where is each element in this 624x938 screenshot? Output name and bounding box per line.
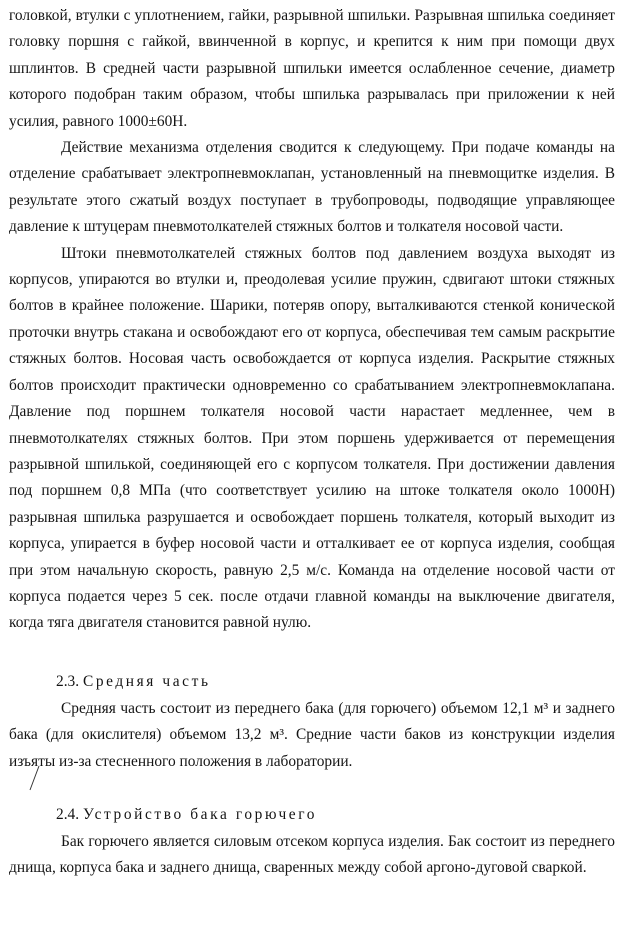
section-2-4-body [9,829,615,882]
pen-stroke-mark [27,764,41,792]
paragraph-fuel-tank: Бак горючего является силовым отсеком корпуса изделия. Бак состоит из переднего днища, корпуса бака и заднего днища, сваренных между собой аргоно-дуговой сваркой. [9,833,615,877]
section-number: 2.3. [56,673,80,690]
section-title: Средняя часть [82,673,211,690]
section-number: 2.4. [56,806,80,823]
section-heading-2-4 [56,802,317,828]
paragraph-separation-action: Действие механизма отделения сводится к следующему. При подаче команды на отделение срабатывает электропневмоклапан, установленный на пневмощитке изделия. В результате этого сжатый воздух поступает в трубопроводы, подводящие управляющее давление к штуцерам пневмотолкателей стяжных болтов и толкателя носовой части. [9,139,615,236]
paragraph-piston-description: головкой, втулки с уплотнением, гайки, разрывной шпильки. Разрывная шпилька соединяет головку поршня с гайкой, ввинченной в корпус, и крепится к ним при помощи двух шплинтов. В средней части разрывной шпильки имеется ослабленное сечение, диаметр которого подобран таким образом, чтобы шпилька разрывалась при приложении к ней усилия, равного 1000±60Н. [9,7,615,130]
paragraph-middle-part: Средняя часть состоит из переднего бака (для горючего) объемом 12,1 м³ и заднего бака (для окислителя) объемом 13,2 м³. Средние части баков из конструкции изделия изъяты из-за стесненного положения в лаборатории. [9,700,615,770]
section-heading-2-3 [56,669,211,695]
section-2-3-body [9,696,615,775]
paragraph-bolt-release: Штоки пневмотолкателей стяжных болтов под давлением воздуха выходят из корпусов, упираются во втулки и, преодолевая усилие пружин, сдвигают штоки стяжных болтов в крайнее положение. Шарики, потеряв опору, выталкиваются стенкой конической проточки внутрь стакана и освобождают его от корпуса, обеспечивая тем самым раскрытие стяжных болтов. Носовая часть освобождается от корпуса изделия. Раскрытие стяжных болтов происходит практически одновременно со срабатыванием электропневмоклапана. Давление под поршнем толкателя носовой части нарастает медленнее, чем в пневмотолкателях стяжных болтов. При этом поршень удерживается от перемещения разрывной шпилькой, соединяющей его с корпусом толкателя. При достижении давления под поршнем 0,8 МПа (что соответствует усилию на штоке толкателя около 1000Н) разрывная шпилька разрушается и освобождает поршень толкателя, который выходит из корпуса, упирается в буфер носовой части и отталкивает ее от корпуса изделия, сообщая при этом начальную скорость, равную 2,5 м/с. Команда на отделение носовой части от корпуса подается через 5 сек. после отдачи главной команды на выключение двигателя, когда тяга двигателя становится равной нулю. [9,244,615,632]
section-title: Устройство бака горючего [82,806,318,823]
body-text-top [9,3,615,637]
